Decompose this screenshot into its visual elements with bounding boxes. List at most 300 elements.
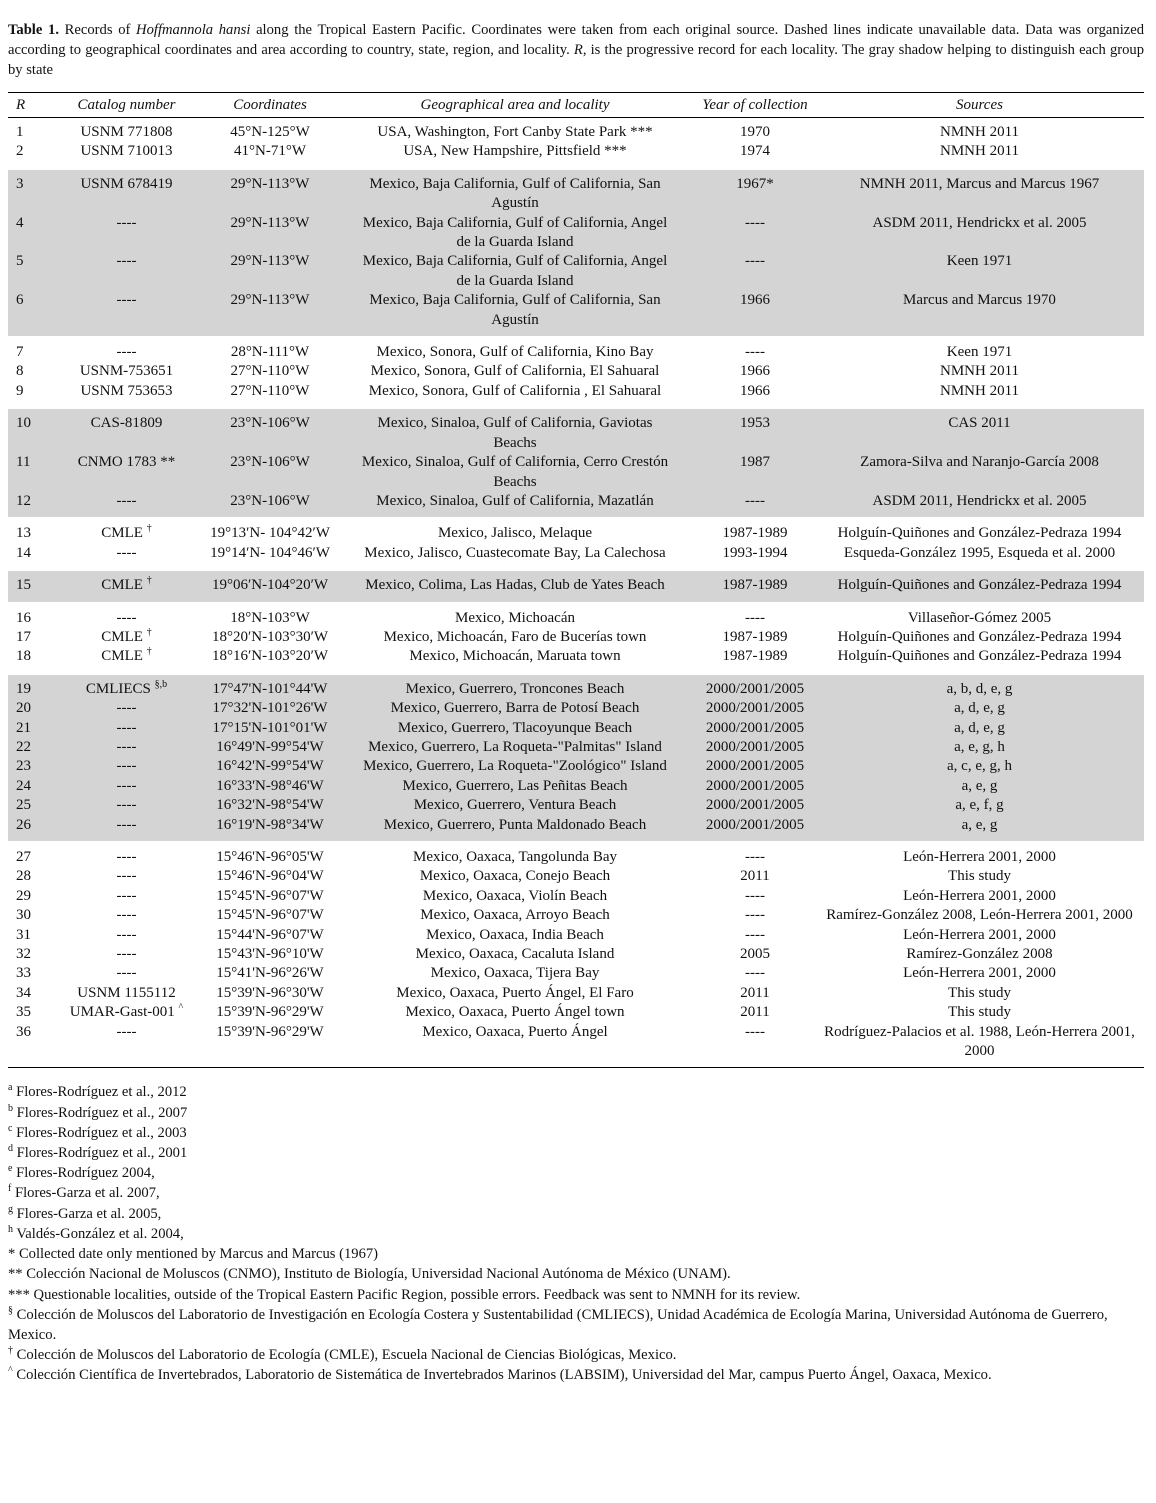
locality [335, 291, 695, 337]
coordinates [205, 816, 335, 842]
record-number [8, 699, 48, 718]
footnote-text: Colección de Moluscos del Laboratorio de Ecología (CMLE), Escuela Nacional de Ciencias Biológicas, Mexico. [13, 1347, 677, 1364]
record-number [8, 337, 48, 362]
catalog-number-text: ---- [116, 253, 137, 270]
record-number [8, 867, 48, 886]
coordinates [205, 757, 335, 776]
table-row [8, 337, 1144, 362]
record-number [8, 142, 48, 168]
locality-text: Mexico, Michoacán, Maruata town [409, 648, 621, 665]
table-row [8, 1023, 1144, 1068]
year-text: 2011 [740, 868, 770, 885]
year [695, 674, 815, 699]
table-row [8, 816, 1144, 842]
locality [335, 842, 695, 867]
catalog-number-text: ---- [116, 926, 137, 943]
table-row [8, 628, 1144, 647]
locality-text: Mexico, Sonora, Gulf of California, El Sahuaral [370, 363, 660, 380]
record-number [8, 1003, 48, 1022]
locality [335, 1023, 695, 1068]
year-text: 2000/2001/2005 [705, 700, 805, 717]
year [695, 984, 815, 1003]
footnote [8, 1365, 1144, 1385]
table-row [8, 291, 1144, 337]
record-number [8, 757, 48, 776]
locality-text: Mexico, Jalisco, Melaque [437, 525, 593, 542]
footnote [8, 1204, 1144, 1224]
locality [335, 362, 695, 381]
coordinates [205, 142, 335, 168]
catalog-number [48, 570, 205, 602]
footnote-text: Flores-Rodríguez 2004, [12, 1165, 155, 1182]
year-text: 2000/2001/2005 [705, 758, 805, 775]
table-row [8, 362, 1144, 381]
locality-text: Mexico, Oaxaca, Arroyo Beach [420, 907, 610, 924]
year-text: ---- [745, 887, 765, 904]
coordinates-text: 19°14′N- 104°46′W [210, 544, 330, 561]
coordinates-text: 15°39'N-96°29'W [216, 1004, 324, 1021]
year-text: ---- [745, 849, 765, 865]
catalog-number-text: UMAR-Gast-001 [69, 1004, 175, 1021]
coordinates-text: 29°N-113°W [230, 214, 310, 231]
record-number-text: 20 [16, 700, 31, 717]
table-caption [8, 20, 1144, 80]
sources-text: Rodríguez-Palacios et al. 1988, León-Herrera 2001, 2000 [824, 1023, 1135, 1060]
sources-text: a, e, g [961, 816, 998, 833]
sources [815, 1023, 1144, 1068]
year-text: 1987-1989 [722, 628, 788, 645]
coordinates [205, 382, 335, 408]
sources-text: Holguín-Quiñones and González-Pedraza 1994 [837, 628, 1122, 645]
sources-text: a, e, f, g [955, 797, 1004, 814]
catalog-number-text: ---- [116, 849, 137, 865]
locality-text: Mexico, Baja California, Gulf of California, San Agustín [369, 175, 661, 212]
coordinates [205, 699, 335, 718]
locality [335, 570, 695, 602]
year-text: ---- [745, 253, 765, 270]
footnote [8, 1123, 1144, 1143]
sources [815, 757, 1144, 776]
year-text: 1966 [740, 382, 770, 399]
record-number-text: 13 [16, 525, 31, 542]
catalog-number [48, 291, 205, 337]
year-text: ---- [745, 926, 765, 943]
sources-text: This study [948, 984, 1011, 1001]
table-row [8, 118, 1144, 143]
table-row [8, 252, 1144, 291]
record-number-text: 15 [16, 577, 31, 594]
catalog-number-text: CMLE [101, 648, 143, 665]
record-number-text: 36 [16, 1023, 31, 1040]
catalog-number-text: USNM 771808 [80, 124, 173, 140]
coordinates [205, 118, 335, 143]
footnote-text: *** Questionable localities, outside of the Tropical Eastern Pacific Region, possible errors. Feedback was sent to NMNH for its review. [8, 1286, 801, 1303]
sources-text: a, e, g [961, 777, 998, 794]
table-row [8, 492, 1144, 518]
catalog-number-text: ---- [116, 797, 137, 814]
catalog-number [48, 757, 205, 776]
catalog-number [48, 518, 205, 543]
locality [335, 169, 695, 214]
locality-text: Mexico, Oaxaca, Tijera Bay [430, 965, 600, 982]
table-row [8, 699, 1144, 718]
locality [335, 738, 695, 757]
catalog-number [48, 382, 205, 408]
record-number [8, 362, 48, 381]
table-row [8, 984, 1144, 1003]
year [695, 518, 815, 543]
table-row [8, 647, 1144, 673]
footnote-text: ** Colección Nacional de Moluscos (CNMO), Instituto de Biología, Universidad Nacional Autónoma de México (UNAM). [8, 1266, 731, 1283]
record-number-text: 17 [16, 628, 31, 645]
catalog-number [48, 408, 205, 453]
coordinates-text: 23°N-106°W [230, 492, 310, 509]
locality [335, 945, 695, 964]
sources [815, 906, 1144, 925]
coordinates [205, 1003, 335, 1022]
footnote [8, 1163, 1144, 1183]
year-text: 2000/2001/2005 [705, 816, 805, 833]
record-number [8, 945, 48, 964]
sources-text: a, d, e, g [954, 700, 1005, 717]
year [695, 647, 815, 673]
table-row [8, 214, 1144, 253]
sources [815, 544, 1144, 570]
locality-text: Mexico, Sinaloa, Gulf of California, Mazatlán [376, 492, 654, 509]
record-number [8, 796, 48, 815]
state-group [8, 674, 1144, 842]
footnote [8, 1305, 1144, 1345]
sources-text: Ramírez-González 2008 [906, 946, 1053, 963]
table-row [8, 142, 1144, 168]
sources [815, 842, 1144, 867]
coordinates-text: 19°13′N- 104°42′W [210, 525, 330, 542]
locality-text: Mexico, Guerrero, Punta Maldonado Beach [383, 816, 647, 833]
sources [815, 518, 1144, 543]
coordinates [205, 945, 335, 964]
sources [815, 738, 1144, 757]
sources [815, 408, 1144, 453]
header-catalog: Catalog number [48, 93, 205, 118]
year [695, 906, 815, 925]
locality-text: Mexico, Guerrero, Troncones Beach [405, 680, 625, 697]
coordinates [205, 291, 335, 337]
catalog-number [48, 699, 205, 718]
locality-text: Mexico, Baja California, Gulf of California, Angel de la Guarda Island [362, 253, 668, 289]
locality [335, 382, 695, 408]
sources [815, 142, 1144, 168]
table-row [8, 906, 1144, 925]
year [695, 796, 815, 815]
year [695, 757, 815, 776]
footnote-mark: ^ [8, 1365, 13, 1377]
record-number-text: 7 [16, 344, 24, 361]
locality [335, 674, 695, 699]
record-number-text: 11 [16, 454, 31, 471]
sources [815, 603, 1144, 628]
catalog-number [48, 906, 205, 925]
catalog-number [48, 169, 205, 214]
catalog-footnote-mark: ^ [178, 1002, 184, 1014]
year-text: 1993-1994 [722, 544, 788, 561]
locality [335, 142, 695, 168]
coordinates-text: 15°41'N-96°26'W [216, 965, 324, 982]
coordinates [205, 214, 335, 253]
record-number-text: 16 [16, 609, 31, 626]
catalog-number-text: ---- [116, 544, 137, 561]
sources-text: Esqueda-González 1995, Esqueda et al. 2000 [843, 544, 1116, 561]
catalog-number [48, 719, 205, 738]
year [695, 382, 815, 408]
sources [815, 887, 1144, 906]
coordinates-text: 29°N-113°W [230, 175, 310, 192]
record-number-text: 33 [16, 965, 31, 982]
footnote [8, 1285, 1144, 1305]
year-text: ---- [745, 492, 765, 509]
catalog-number-text: CMLE [101, 577, 143, 594]
catalog-number [48, 628, 205, 647]
coordinates-text: 16°42'N-99°54'W [216, 758, 324, 775]
document [8, 0, 1144, 1386]
locality-text: Mexico, Oaxaca, Puerto Ángel [422, 1023, 608, 1040]
caption-r: R [573, 42, 583, 58]
catalog-number [48, 945, 205, 964]
coordinates-text: 27°N-110°W [230, 382, 310, 399]
sources [815, 945, 1144, 964]
record-number-text: 14 [16, 544, 31, 561]
sources-text: NMNH 2011, Marcus and Marcus 1967 [859, 175, 1100, 192]
locality-text: Mexico, Oaxaca, Conejo Beach [419, 868, 611, 885]
coordinates [205, 408, 335, 453]
state-group [8, 518, 1144, 570]
coordinates-text: 16°49'N-99°54'W [216, 738, 324, 755]
record-number-text: 29 [16, 887, 31, 904]
year-text: ---- [745, 344, 765, 361]
record-number-text: 27 [16, 849, 31, 865]
year [695, 699, 815, 718]
sources [815, 169, 1144, 214]
coordinates-text: 16°19'N-98°34'W [216, 816, 324, 833]
catalog-number [48, 887, 205, 906]
coordinates [205, 570, 335, 602]
state-group [8, 842, 1144, 1068]
catalog-number-text: USNM 678419 [80, 175, 173, 192]
coordinates-text: 23°N-106°W [230, 454, 310, 471]
footnote-text: * Collected date only mentioned by Marcus and Marcus (1967) [8, 1246, 379, 1263]
record-number [8, 1023, 48, 1068]
sources-text: León-Herrera 2001, 2000 [903, 965, 1056, 982]
sources-text: NMNH 2011 [939, 143, 1020, 160]
locality-text: Mexico, Guerrero, La Roqueta-"Zoológico" Island [363, 758, 667, 775]
coordinates-text: 27°N-110°W [230, 363, 310, 380]
locality [335, 699, 695, 718]
catalog-number-text: ---- [116, 868, 137, 885]
coordinates [205, 252, 335, 291]
locality [335, 492, 695, 518]
coordinates-text: 19°06′N-104°20′W [211, 577, 329, 594]
record-number [8, 926, 48, 945]
coordinates-text: 23°N-106°W [230, 415, 310, 432]
sources [815, 796, 1144, 815]
record-number-text: 10 [16, 415, 31, 432]
sources-text: NMNH 2011 [939, 363, 1020, 380]
catalog-number-text: ---- [116, 758, 137, 775]
catalog-number [48, 337, 205, 362]
coordinates-text: 28°N-111°W [230, 344, 310, 361]
year-text: 1953 [740, 415, 770, 432]
year [695, 453, 815, 492]
sources [815, 570, 1144, 602]
catalog-number [48, 738, 205, 757]
record-number [8, 842, 48, 867]
record-number-text: 31 [16, 926, 31, 943]
locality-text: Mexico, Baja California, Gulf of California, Angel de la Guarda Island [362, 214, 668, 251]
catalog-number [48, 816, 205, 842]
locality [335, 252, 695, 291]
coordinates-text: 15°46'N-96°04'W [216, 868, 324, 885]
sources [815, 362, 1144, 381]
sources [815, 382, 1144, 408]
locality [335, 628, 695, 647]
record-number-text: 28 [16, 868, 31, 885]
catalog-number [48, 252, 205, 291]
sources-text: This study [948, 1004, 1011, 1021]
sources [815, 777, 1144, 796]
sources [815, 628, 1144, 647]
year [695, 142, 815, 168]
footnote [8, 1244, 1144, 1264]
locality-text: Mexico, Sonora, Gulf of California, Kino Bay [376, 344, 654, 361]
table-row [8, 169, 1144, 214]
coordinates [205, 518, 335, 543]
table-row [8, 796, 1144, 815]
species-name: Hoffmannola hansi [136, 22, 251, 38]
footnote [8, 1103, 1144, 1123]
coordinates [205, 842, 335, 867]
coordinates-text: 15°45'N-96°07'W [216, 907, 324, 924]
locality [335, 926, 695, 945]
footnote-text: Flores-Rodríguez et al., 2007 [13, 1104, 188, 1121]
sources [815, 118, 1144, 143]
sources-text: This study [948, 868, 1011, 885]
catalog-number [48, 777, 205, 796]
caption-text: , is the progressive record for each locality. The gray shadow helping to distinguish each group by state [8, 42, 1144, 78]
coordinates [205, 453, 335, 492]
catalog-number-text: ---- [116, 609, 137, 626]
year-text: 2000/2001/2005 [705, 738, 805, 755]
year [695, 492, 815, 518]
coordinates [205, 647, 335, 673]
catalog-footnote-mark: † [146, 626, 152, 638]
coordinates-text: 29°N-113°W [230, 292, 310, 309]
record-number [8, 518, 48, 543]
coordinates [205, 492, 335, 518]
coordinates [205, 337, 335, 362]
year [695, 118, 815, 143]
year-text: ---- [745, 609, 765, 626]
sources [815, 816, 1144, 842]
catalog-number [48, 647, 205, 673]
record-number [8, 984, 48, 1003]
sources [815, 964, 1144, 983]
footnote [8, 1264, 1144, 1284]
sources [815, 867, 1144, 886]
record-number-text: 32 [16, 946, 31, 963]
year [695, 1023, 815, 1068]
coordinates-text: 15°39'N-96°30'W [216, 984, 324, 1001]
catalog-number-text: CMLE [101, 628, 143, 645]
catalog-number [48, 867, 205, 886]
year-text: 1966 [740, 292, 770, 309]
footnote [8, 1082, 1144, 1102]
catalog-number [48, 492, 205, 518]
catalog-number-text: ---- [116, 887, 137, 904]
records-table [8, 92, 1144, 1068]
catalog-number-text: USNM 710013 [80, 143, 173, 160]
catalog-footnote-mark: † [146, 575, 152, 587]
table-row [8, 777, 1144, 796]
locality-text: Mexico, Guerrero, Ventura Beach [413, 797, 617, 814]
footnote-text: Valdés-González et al. 2004, [13, 1225, 184, 1242]
coordinates-text: 18°20′N-103°30′W [211, 628, 329, 645]
catalog-number [48, 1023, 205, 1068]
coordinates [205, 738, 335, 757]
record-number [8, 964, 48, 983]
year [695, 1003, 815, 1022]
locality [335, 816, 695, 842]
header-r: R [8, 93, 48, 118]
record-number-text: 21 [16, 719, 31, 736]
catalog-footnote-mark: §,b [154, 678, 168, 690]
catalog-number [48, 674, 205, 699]
record-number [8, 252, 48, 291]
coordinates [205, 674, 335, 699]
locality-text: Mexico, Baja California, Gulf of California, San Agustín [369, 292, 661, 328]
catalog-number-text: ---- [116, 777, 137, 794]
year-text: 2005 [740, 946, 770, 963]
locality-text: Mexico, Guerrero, Barra de Potosí Beach [390, 700, 640, 717]
sources [815, 492, 1144, 518]
footnote-text: Colección de Moluscos del Laboratorio de Investigación en Ecología Costera y Sustentabilidad (CMLIECS), Unidad Académica de Ecología Marina, Universidad Autónoma de Guerrero, Mexico. [8, 1306, 1108, 1343]
coordinates [205, 169, 335, 214]
table-row [8, 382, 1144, 408]
coordinates [205, 906, 335, 925]
year [695, 544, 815, 570]
catalog-number-text: ---- [116, 946, 137, 963]
sources-text: Keen 1971 [946, 344, 1013, 361]
caption-label: Table 1. [8, 22, 59, 38]
sources [815, 699, 1144, 718]
table-row [8, 945, 1144, 964]
record-number-text: 8 [16, 363, 24, 380]
coordinates-text: 18°16′N-103°20′W [211, 648, 329, 665]
locality-text: Mexico, Sinaloa, Gulf of California, Cerro Crestón Beachs [361, 454, 669, 490]
state-group [8, 118, 1144, 169]
year-text: 2000/2001/2005 [705, 797, 805, 814]
locality [335, 603, 695, 628]
state-group [8, 603, 1144, 674]
record-number-text: 26 [16, 816, 31, 833]
locality-text: Mexico, Sonora, Gulf of California , El Sahuaral [368, 382, 662, 399]
year-text: ---- [745, 965, 765, 982]
locality-text: Mexico, Oaxaca, Puerto Ángel town [405, 1004, 625, 1021]
record-number [8, 628, 48, 647]
catalog-number [48, 544, 205, 570]
locality-text: Mexico, Guerrero, La Roqueta-"Palmitas" Island [368, 738, 662, 755]
locality [335, 518, 695, 543]
locality-text: Mexico, Jalisco, Cuastecomate Bay, La Calechosa [364, 544, 666, 561]
footnote-mark: b [8, 1102, 13, 1114]
